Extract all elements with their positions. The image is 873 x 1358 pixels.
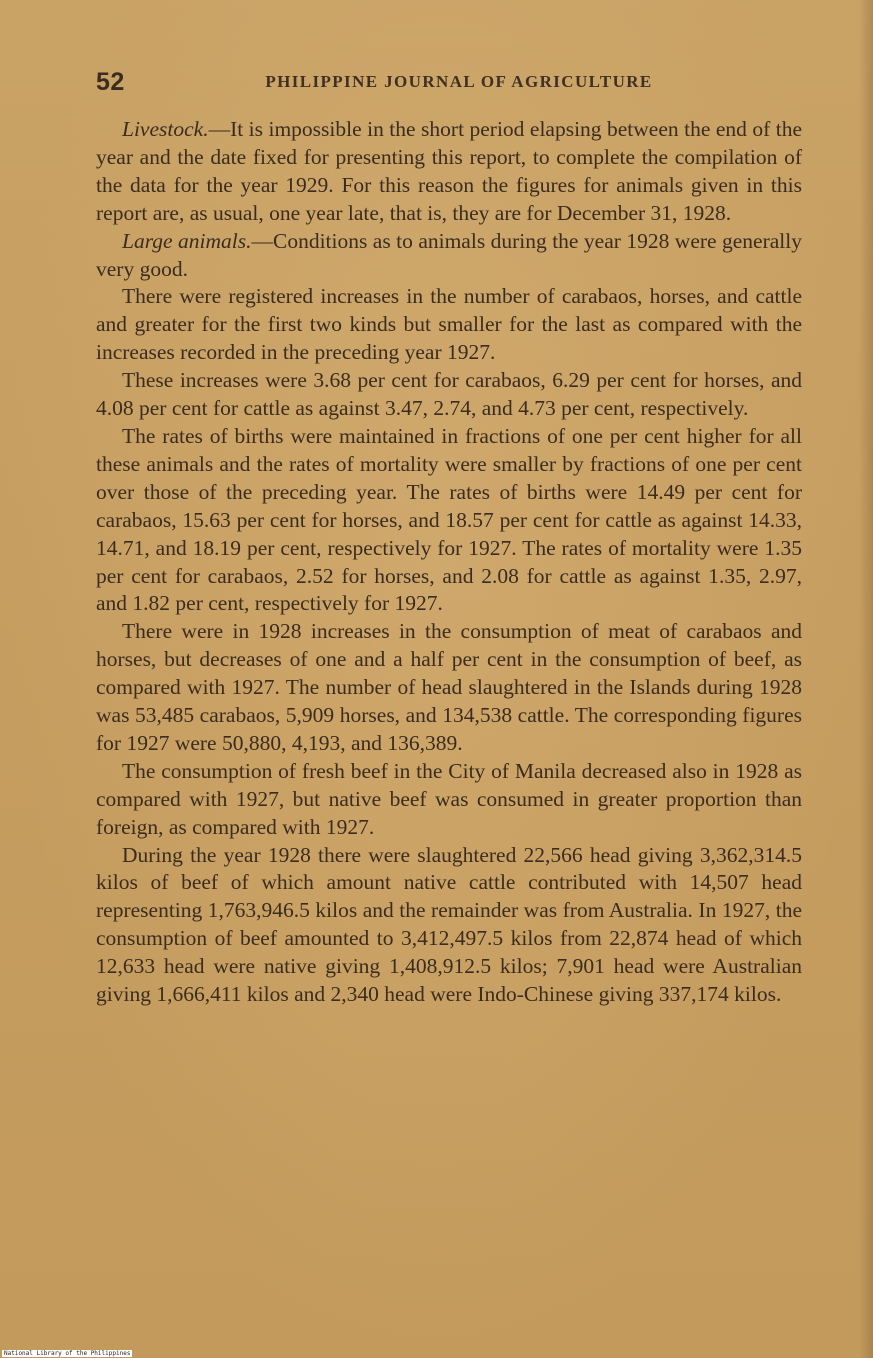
body-text [96,116,802,1009]
paragraph-text: The consumption of fresh beef in the City of Manila decreased also in 1928 as compared with 1927, but native beef was consumed in greater proportion than foreign, as compared with 1927. [96,758,802,839]
paragraph-livestock [96,116,802,228]
paragraph-large-animals [96,228,802,284]
page-number: 52 [96,68,125,96]
paragraph-slaughter-figures [96,842,802,1009]
paragraph-lead: Livestock. [122,117,209,141]
paragraph-text: These increases were 3.68 per cent for carabaos, 6.29 per cent for horses, and 4.08 per cent for cattle as against 3.47, 2.74, and 4.73 per cent, respectively. [96,368,802,421]
paragraph-increases [96,283,802,367]
footer-credit: National Library of the Philippines [4,1350,131,1357]
paragraph-manila-beef [96,758,802,842]
paragraph-text: During the year 1928 there were slaughtered 22,566 head giving 3,362,314.5 kilos of beef of which amount native cattle contributed with 14,507 head representing 1,763,946.5 kilos and the remainder was from Australia. In 1927, the consumption of beef amounted to 3,412,497.5 kilos from 22,874 head of which 12,633 head were native giving 1,408,912.5 kilos; 7,901 head were Australian giving 1,666,411 kilos and 2,340 head were Indo-Chinese giving 337,174 kilos. [96,842,802,1007]
paragraph-text: The rates of births were maintained in fractions of one per cent higher for all these animals and the rates of mortality were smaller by fractions of one per cent over those of the preceding year. The rates of births were 14.49 per cent for carabaos, 15.63 per cent for horses, and 18.57 per cent for cattle as against 14.33, 14.71, and 18.19 per cent, respectively for 1927. The rates of mortality were 1.35 per cent for carabaos, 2.52 for horses, and 2.08 for cattle as against 1.35, 2.97, and 1.82 per cent, respectively for 1927. [96,423,802,616]
paragraph-text: There were registered increases in the number of carabaos, horses, and cattle and greater for the first two kinds but smaller for the last as compared with the increases recorded in the preceding year 1927. [96,284,802,365]
paragraph-text: —It is impossible in the short period elapsing between the end of the year and the date fixed for presenting this report, to complete the compilation of the data for the year 1929. For this reason the figures for animals given in this report are, as usual, one year late, that is, they are for December 31, 1928. [96,117,802,225]
paragraph-increase-rates [96,367,802,423]
paragraph-text: There were in 1928 increases in the consumption of meat of carabaos and horses, but decreases of one and a half per cent in the consumption of beef, as compared with 1927. The number of head slaughtered in the Islands during 1928 was 53,485 carabaos, 5,909 horses, and 134,538 cattle. The corresponding figures for 1927 were 50,880, 4,193, and 136,389. [96,619,802,755]
running-head: PHILIPPINE JOURNAL OF AGRICULTURE [265,72,653,91]
page-edge-shadow [859,0,873,1358]
paragraph-meat-consumption [96,618,802,758]
paragraph-lead: Large animals. [122,228,252,253]
paragraph-births-mortality [96,423,802,618]
paragraph-text: —Conditions as to animals during the year 1928 were generally very good. [96,228,802,281]
